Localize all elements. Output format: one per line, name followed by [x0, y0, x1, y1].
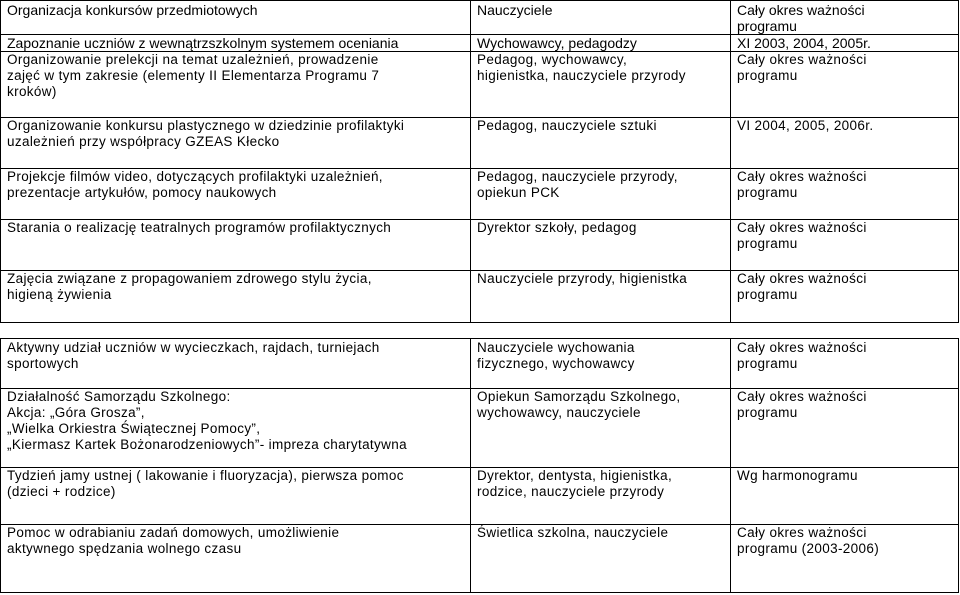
table-row — [1, 52, 959, 118]
activity-cell: Aktywny udział uczniów w wycieczkach, rajdach, turniejach sportowych — [1, 339, 471, 389]
responsible-cell: Nauczyciele wychowania fizycznego, wychowawcy — [471, 339, 731, 389]
term-cell: Wg harmonogramu — [731, 468, 959, 525]
responsible-cell: Pedagog, nauczyciele sztuki — [471, 118, 731, 169]
activity-cell: Działalność Samorządu Szkolnego: Akcja: „Góra Grosza”, „Wielka Orkiestra Świątecznej Pomocy”, „Kiermasz Kartek Bożonarodzeniowych”- impreza charytatywna — [1, 389, 471, 468]
responsible-cell: Nauczyciele — [471, 1, 731, 35]
responsible-cell: Dyrektor szkoły, pedagog — [471, 220, 731, 271]
table-row — [1, 220, 959, 271]
responsible-cell: Opiekun Samorządu Szkolnego, wychowawcy, nauczyciele — [471, 389, 731, 468]
activity-cell: Tydzień jamy ustnej ( lakowanie i fluoryzacja), pierwsza pomoc (dzieci + rodzice) — [1, 468, 471, 525]
term-cell: Cały okres ważności programu (2003-2006) — [731, 525, 959, 593]
activity-cell: Zapoznanie uczniów z wewnątrzszkolnym systemem oceniania — [1, 35, 471, 52]
table-row — [1, 1, 959, 35]
responsible-cell: Pedagog, nauczyciele przyrody, opiekun PCK — [471, 169, 731, 220]
activity-cell: Organizowanie konkursu plastycznego w dziedzinie profilaktyki uzależnień przy współpracy GZEAS Kłecko — [1, 118, 471, 169]
responsible-cell: Nauczyciele przyrody, higienistka — [471, 271, 731, 323]
table-row — [1, 271, 959, 323]
activity-cell: Projekcje filmów video, dotyczących profilaktyki uzależnień, prezentacje artykułów, pomocy naukowych — [1, 169, 471, 220]
term-cell: Cały okres ważności programu — [731, 52, 959, 118]
table-row — [1, 525, 959, 593]
table-row — [1, 35, 959, 52]
term-cell: Cały okres ważności programu — [731, 220, 959, 271]
term-cell: VI 2004, 2005, 2006r. — [731, 118, 959, 169]
term-cell: Cały okres ważności programu — [731, 389, 959, 468]
term-cell: Cały okres ważności programu — [731, 169, 959, 220]
responsible-cell: Pedagog, wychowawcy, higienistka, nauczyciele przyrody — [471, 52, 731, 118]
activity-cell: Starania o realizację teatralnych programów profilaktycznych — [1, 220, 471, 271]
table-row — [1, 118, 959, 169]
activity-cell: Organizacja konkursów przedmiotowych — [1, 1, 471, 35]
table-row — [1, 339, 959, 389]
activity-cell: Organizowanie prelekcji na temat uzależnień, prowadzenie zajęć w tym zakresie (elementy II Elementarza Programu 7 kroków) — [1, 52, 471, 118]
term-cell: Cały okres ważności programu — [731, 339, 959, 389]
table-row — [1, 389, 959, 468]
activity-cell: Pomoc w odrabianiu zadań domowych, umożliwienie aktywnego spędzania wolnego czasu — [1, 525, 471, 593]
table-row — [1, 169, 959, 220]
responsible-cell: Świetlica szkolna, nauczyciele — [471, 525, 731, 593]
activities-table-bottom — [0, 338, 959, 593]
responsible-cell: Wychowawcy, pedagodzy — [471, 35, 731, 52]
term-cell: Cały okres ważności programu — [731, 271, 959, 323]
term-cell: XI 2003, 2004, 2005r. — [731, 35, 959, 52]
activity-cell: Zajęcia związane z propagowaniem zdrowego stylu życia, higieną żywienia — [1, 271, 471, 323]
responsible-cell: Dyrektor, dentysta, higienistka, rodzice, nauczyciele przyrody — [471, 468, 731, 525]
table-row — [1, 468, 959, 525]
term-cell: Cały okres ważności programu — [731, 1, 959, 35]
